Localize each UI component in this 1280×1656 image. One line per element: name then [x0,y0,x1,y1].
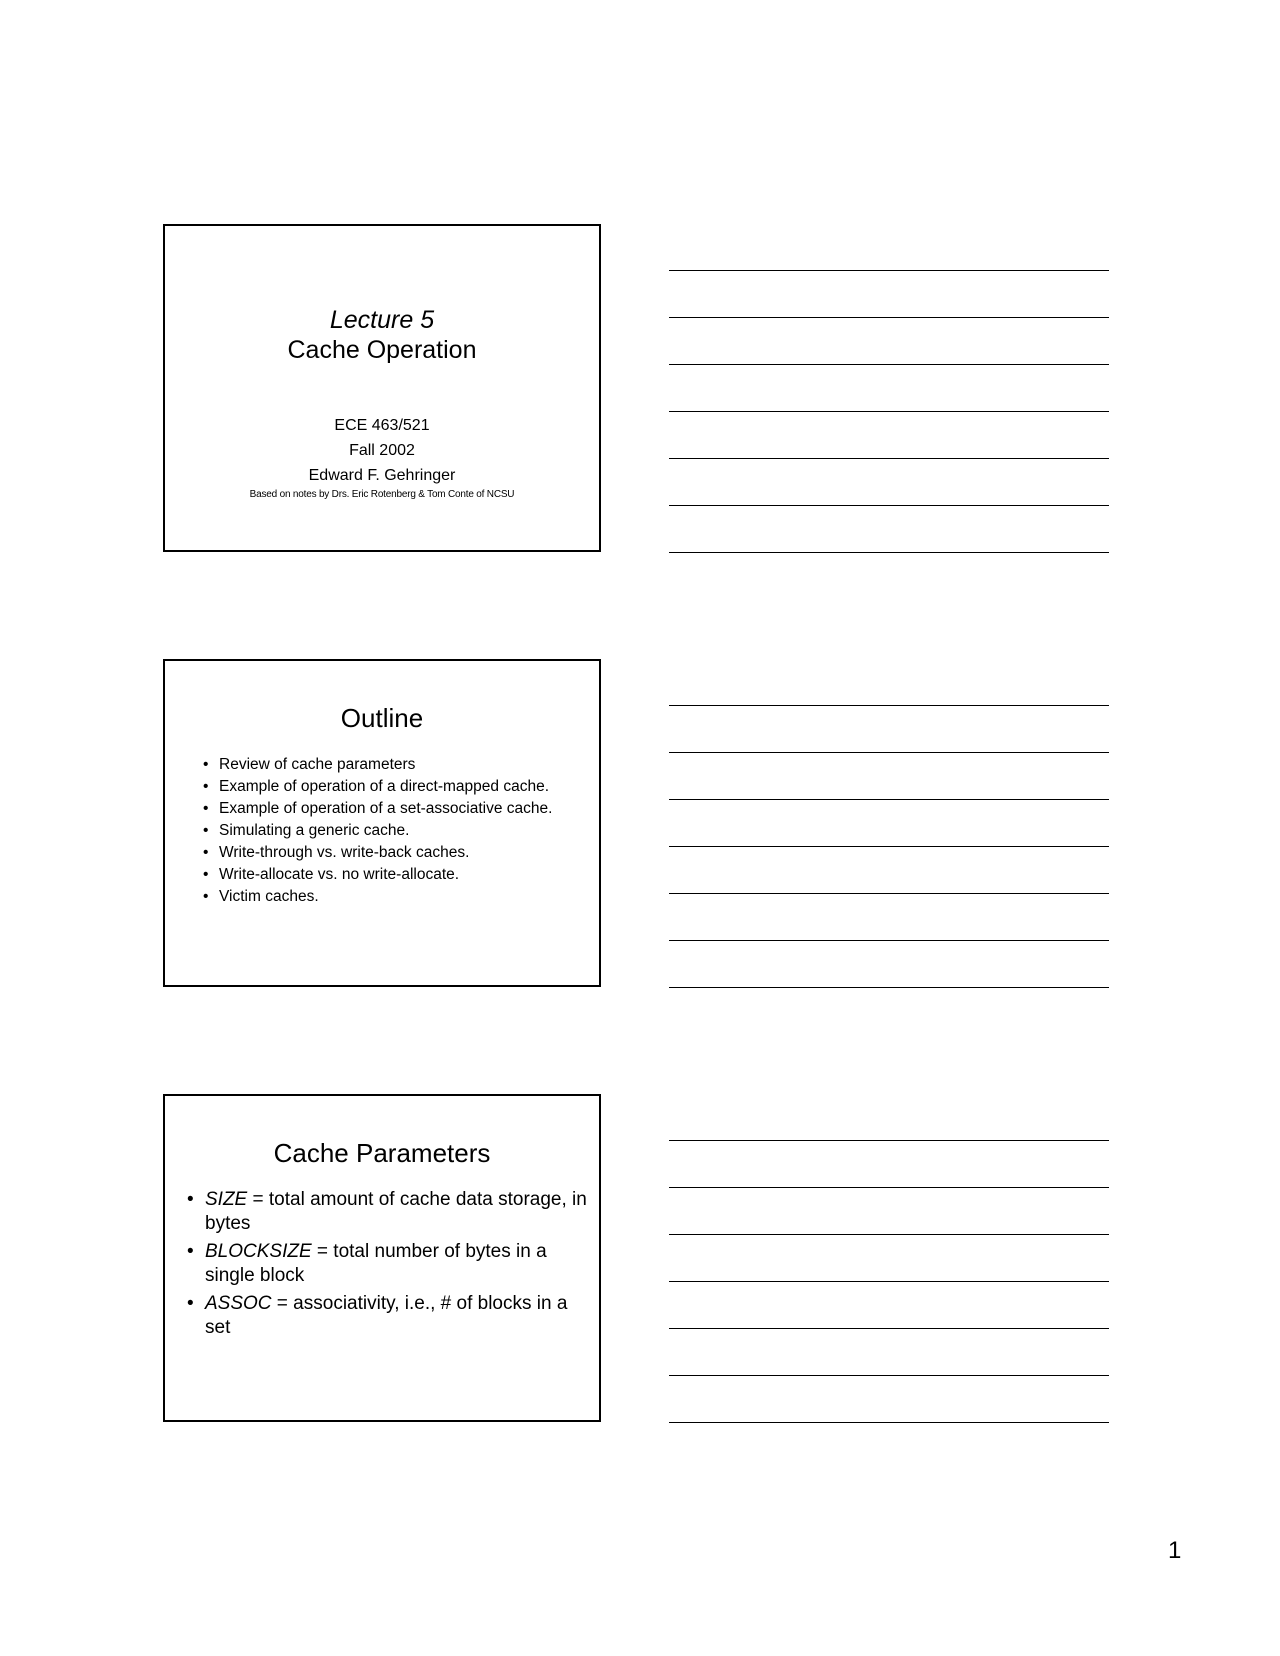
bullet: • [203,844,209,861]
note-line [669,752,1109,753]
bullet: • [203,756,209,773]
bullet: • [187,1293,194,1314]
list-item [203,799,583,818]
list-item [203,887,583,906]
parameter-term: SIZE [205,1189,248,1210]
note-line [669,1422,1109,1423]
note-line [669,1281,1109,1282]
note-line [669,1234,1109,1235]
slide-2-outline [163,659,601,987]
list-item-text: Simulating a generic cache. [219,822,410,839]
parameter-list [187,1188,587,1344]
list-item [203,777,583,796]
parameter-term: BLOCKSIZE [205,1241,312,1262]
bullet: • [203,888,209,905]
note-line [669,364,1109,365]
note-line [669,940,1109,941]
list-item [203,755,583,774]
note-line [669,458,1109,459]
slide-title: Outline [340,703,424,733]
parameter-definition: = total number of bytes in a single block [205,1241,547,1286]
bullet: • [203,822,209,839]
lecture-number: Lecture 5 [329,306,435,334]
note-line [669,705,1109,706]
outline-list [203,755,583,909]
note-line [669,552,1109,553]
list-item [203,843,583,862]
course-term: Fall 2002 [349,442,415,459]
note-line [669,317,1109,318]
note-line [669,1187,1109,1188]
bullet: • [203,778,209,795]
note-line [669,846,1109,847]
note-line [669,270,1109,271]
list-item [203,821,583,840]
note-line [669,987,1109,988]
list-item-text: Write-through vs. write-back caches. [219,844,470,861]
note-line [669,505,1109,506]
list-item-text: Write-allocate vs. no write-allocate. [219,866,460,883]
note-line [669,1375,1109,1376]
slide-1-title [163,224,601,552]
note-line [669,1140,1109,1141]
bullet: • [187,1241,194,1262]
list-item-text: Example of operation of a set-associative cache. [219,800,553,817]
credit-note: Based on notes by Drs. Eric Rotenberg & Tom Conte of NCSU [249,489,515,500]
slide-3-cache-parameters [163,1094,601,1422]
slide-title: Cache Parameters [273,1138,491,1168]
note-line [669,1328,1109,1329]
list-item [187,1292,587,1340]
list-item-text: Example of operation of a direct-mapped cache. [219,778,549,795]
slide-title: Cache Operation [287,336,477,364]
parameter-term: ASSOC [205,1293,272,1314]
list-item-text: Victim caches. [219,888,319,905]
note-line [669,799,1109,800]
parameter-definition: = associativity, i.e., # of blocks in a set [205,1293,568,1338]
author-name: Edward F. Gehringer [308,467,456,484]
course-code: ECE 463/521 [334,417,430,434]
list-item [203,865,583,884]
list-item-text: Review of cache parameters [219,756,416,773]
list-item [187,1188,587,1236]
note-line [669,411,1109,412]
parameter-definition: = total amount of cache data storage, in bytes [205,1189,587,1234]
bullet: • [187,1189,194,1210]
bullet: • [203,800,209,817]
note-line [669,893,1109,894]
page-number: 1 [1168,1537,1182,1564]
bullet: • [203,866,209,883]
list-item [187,1240,587,1288]
